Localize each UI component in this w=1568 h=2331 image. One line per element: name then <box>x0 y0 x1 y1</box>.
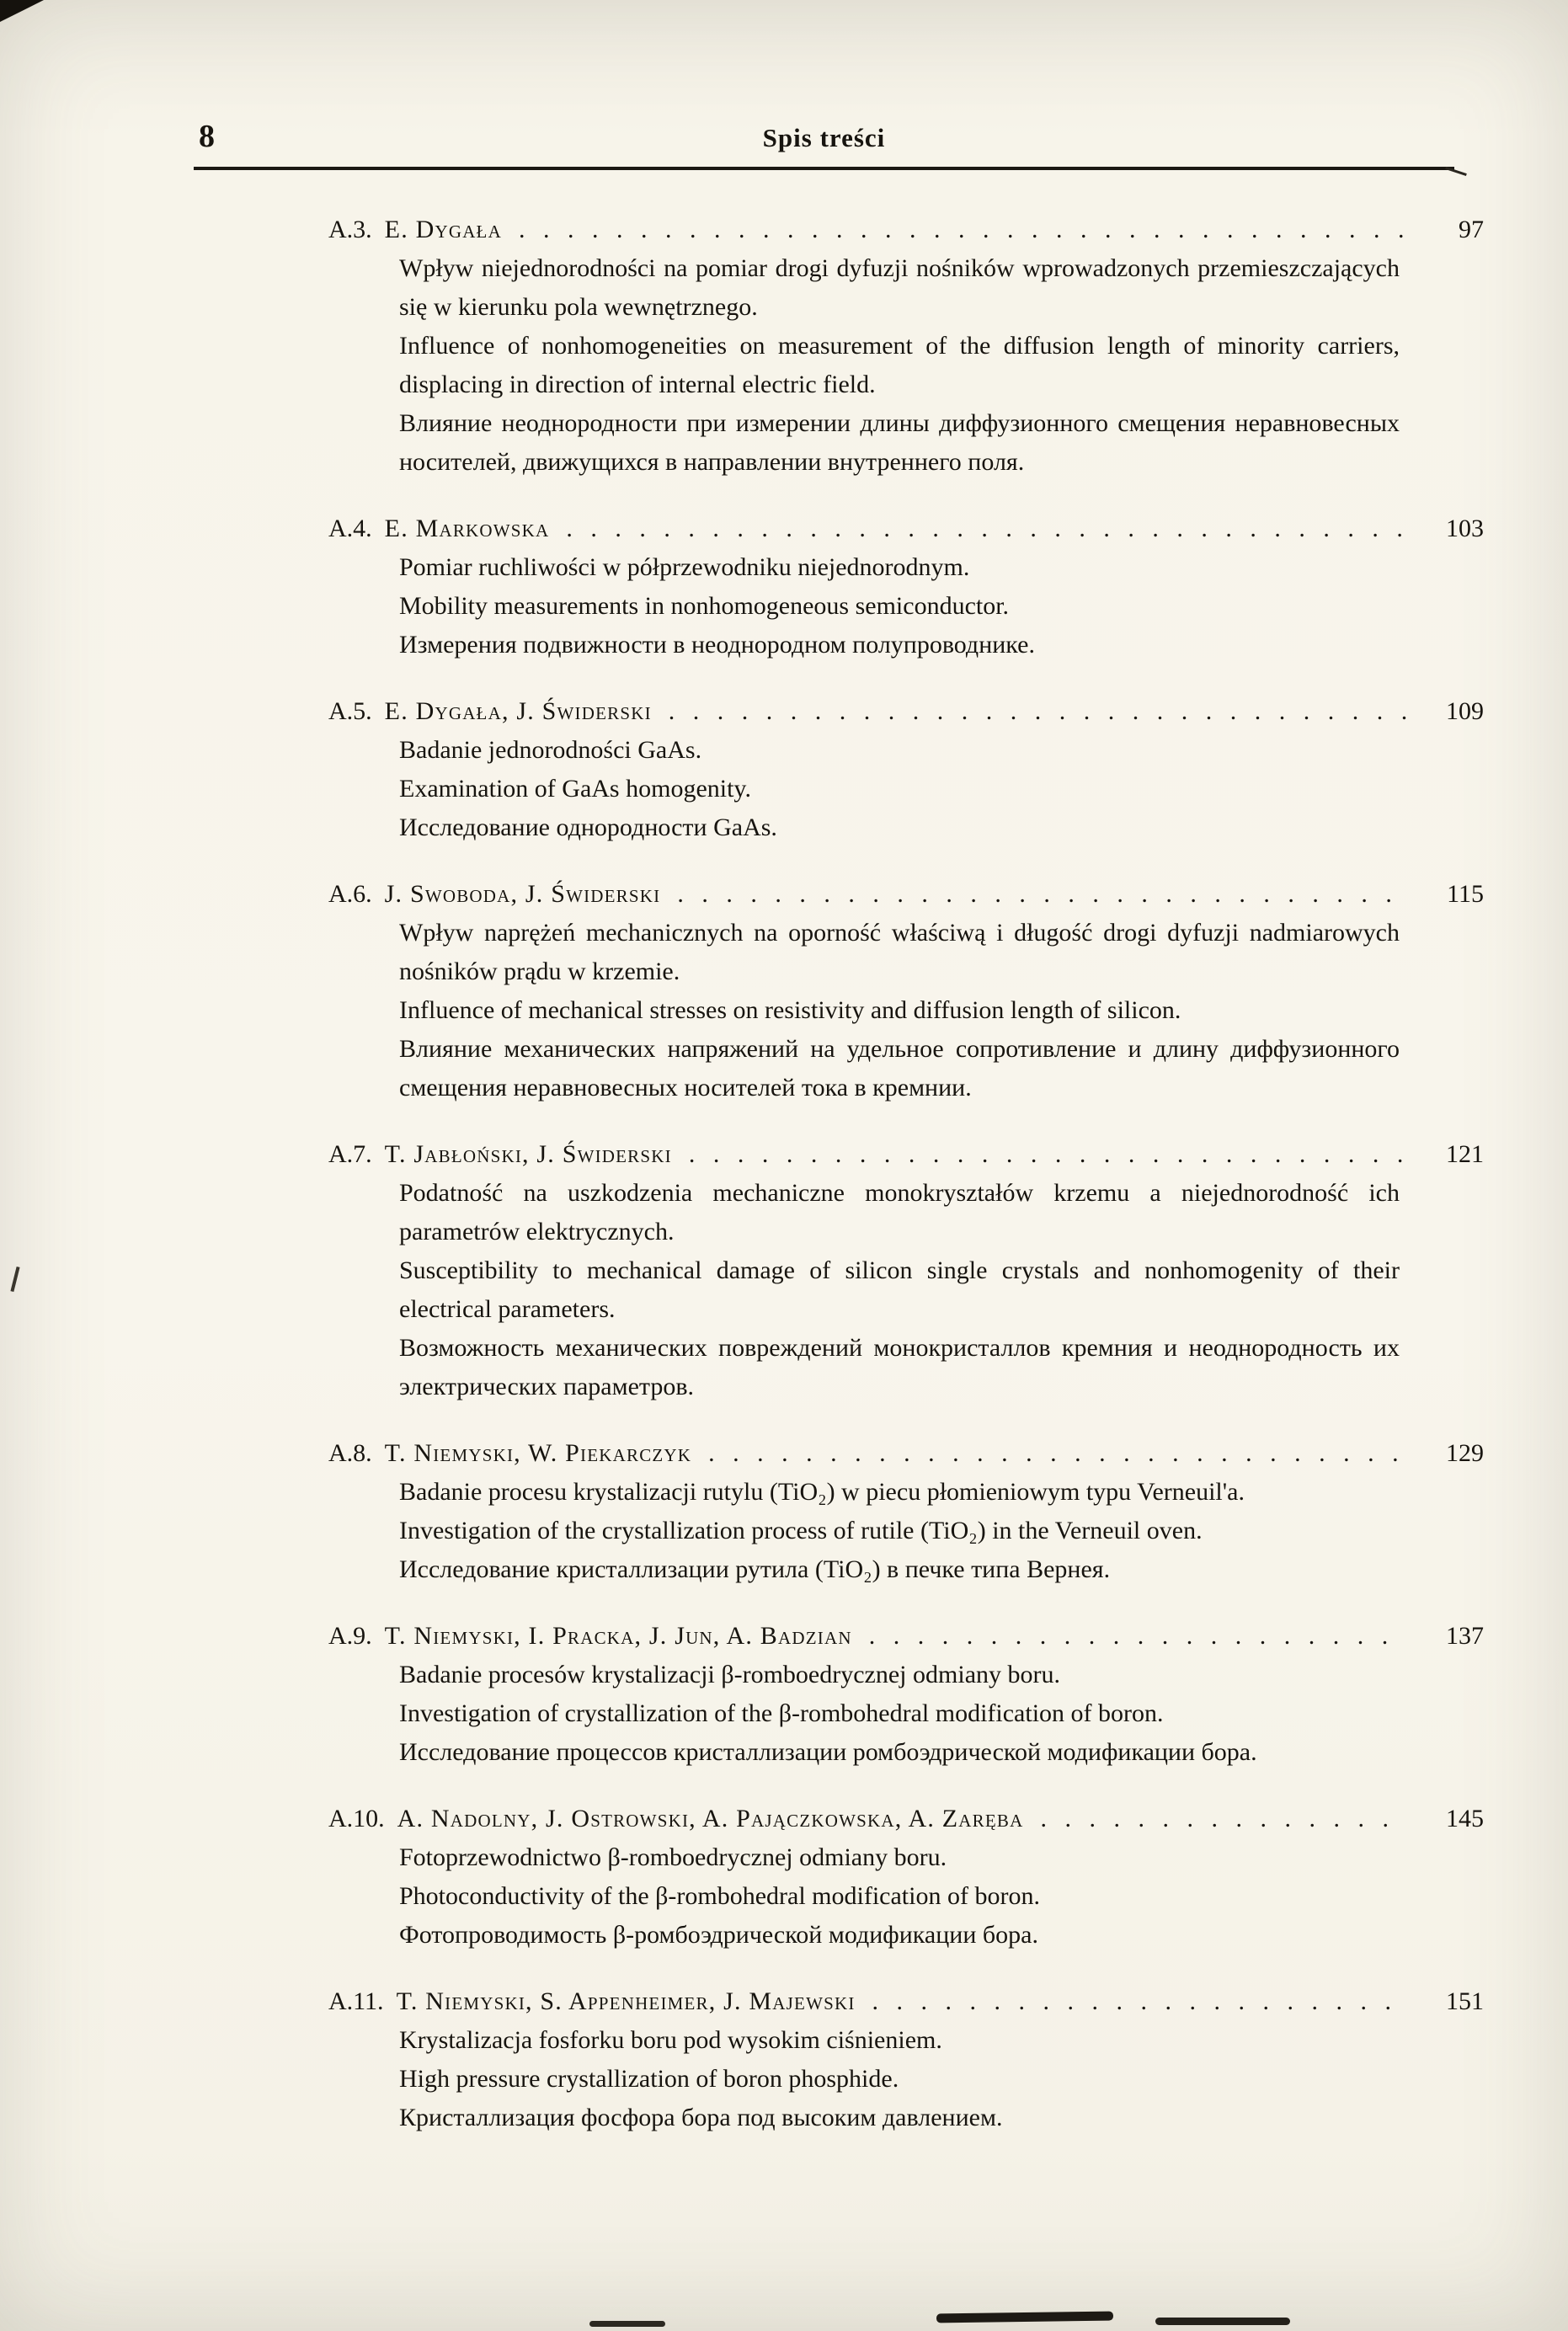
title-russian: Исследование процессов кристаллизации ромбоэдрической модификации бора. <box>399 1738 1257 1766</box>
toc-entry-heading <box>328 509 1484 548</box>
toc-entry <box>328 1434 1484 1589</box>
title-polish: Wpływ naprężeń mechanicznych na oporność właściwą i długość drogi dyfuzji nadmiarowych nośników prądu w krzemie. <box>399 919 1400 985</box>
entry-authors: T. Niemyski, S. Appenheimer, J. Majewski <box>396 1987 856 2015</box>
title-english: Investigation of the crystallization process of rutile (TiO₂) in the Verneuil oven. <box>399 1517 1203 1544</box>
toc-entry <box>328 1617 1484 1772</box>
toc-entry-heading <box>328 211 1484 249</box>
entry-page-number: 97 <box>1459 216 1484 243</box>
scan-artifact <box>936 2312 1113 2323</box>
title-polish: Podatność na uszkodzenia mechaniczne monokryształów krzemu a niejednorodność ich parametrów elektrycznych. <box>399 1179 1400 1246</box>
dot-leader <box>677 875 1406 914</box>
title-polish: Wpływ niejednorodności na pomiar drogi dyfuzji nośników wprowadzonych przemieszczających się w kierunku pola wewnętrznego. <box>399 254 1400 321</box>
toc-entry-heading <box>328 692 1484 731</box>
entry-page-number: 145 <box>1446 1805 1484 1832</box>
entry-number: A.3. <box>328 216 372 243</box>
scan-artifact <box>1155 2318 1290 2325</box>
scan-artifact <box>1445 167 1467 176</box>
entry-page-number: 151 <box>1446 1987 1484 2015</box>
entry-authors: A. Nadolny, J. Ostrowski, A. Pajączkowska, A. Zaręba <box>397 1805 1024 1832</box>
title-polish: Krystalizacja fosforku boru pod wysokim ciśnieniem. <box>399 2026 942 2054</box>
entry-number: A.5. <box>328 697 372 725</box>
title-russian: Исследование однородности GaAs. <box>399 813 777 841</box>
scan-artifact <box>589 2321 665 2327</box>
toc-entry <box>328 1135 1484 1406</box>
entry-page-number: 115 <box>1447 880 1484 908</box>
page-header-title: Spis treści <box>762 123 886 152</box>
title-english: Influence of nonhomogeneities on measurement of the diffusion length of minority carriers, displacing in direction of internal electric field. <box>399 332 1400 398</box>
title-english: High pressure crystallization of boron phosphide. <box>399 2065 899 2093</box>
entry-page-number: 121 <box>1446 1140 1484 1168</box>
title-russian: Измерения подвижности в неоднородном полупроводнике. <box>399 631 1035 659</box>
toc-entry-heading <box>328 1800 1484 1838</box>
entry-number: A.10. <box>328 1805 385 1832</box>
entry-page-number: 103 <box>1446 515 1484 542</box>
title-english: Investigation of crystallization of the β-rombohedral modification of boron. <box>399 1699 1164 1727</box>
title-russian: Фотопроводимость β-ромбоэдрической модификации бора. <box>399 1921 1038 1949</box>
toc-entry-heading <box>328 1982 1484 2021</box>
toc-entry <box>328 509 1484 664</box>
dot-leader <box>1040 1800 1406 1838</box>
title-russian: Исследование кристаллизации рутила (TiO₂) в печке типа Вернея. <box>399 1555 1111 1583</box>
entry-number: A.11. <box>328 1987 384 2015</box>
entry-number: A.6. <box>328 880 372 908</box>
toc-entry <box>328 1982 1484 2137</box>
page-number: 8 <box>199 119 215 154</box>
toc-entry <box>328 875 1484 1107</box>
entry-authors: T. Niemyski, W. Piekarczyk <box>384 1439 692 1467</box>
dot-leader <box>708 1434 1406 1473</box>
title-russian: Влияние неоднородности при измерении длины диффузионного смещения неравновесных носителей, движущихся в направлении внутреннего поля. <box>399 409 1400 476</box>
scan-artifact <box>0 0 44 22</box>
scan-artifact <box>10 1267 19 1292</box>
entry-authors: T. Jabłoński, J. Świderski <box>384 1140 672 1168</box>
table-of-contents <box>328 211 1484 2165</box>
dot-leader <box>669 692 1406 731</box>
toc-entry <box>328 692 1484 847</box>
dot-leader <box>519 211 1406 249</box>
toc-entry-heading <box>328 1135 1484 1174</box>
title-english: Photoconductivity of the β-rombohedral modification of boron. <box>399 1882 1040 1910</box>
entry-page-number: 109 <box>1446 697 1484 725</box>
dot-leader <box>872 1982 1406 2021</box>
title-english: Mobility measurements in nonhomogeneous semiconductor. <box>399 592 1010 620</box>
title-polish: Badanie procesów krystalizacji β-romboedrycznej odmiany boru. <box>399 1661 1060 1688</box>
header-rule <box>194 167 1454 170</box>
dot-leader <box>869 1617 1406 1656</box>
title-russian: Возможность механических повреждений монокристаллов кремния и неоднородность их электрических параметров. <box>399 1334 1400 1400</box>
entry-number: A.9. <box>328 1622 372 1650</box>
toc-entry-heading <box>328 1617 1484 1656</box>
entry-authors: E. Dygała, J. Świderski <box>384 697 652 725</box>
entry-number: A.4. <box>328 515 372 542</box>
title-polish: Fotoprzewodnictwo β-romboedrycznej odmiany boru. <box>399 1843 947 1871</box>
entry-authors: E. Markowska <box>384 515 550 542</box>
title-polish: Pomiar ruchliwości w półprzewodniku niejednorodnym. <box>399 553 970 581</box>
entry-page-number: 129 <box>1446 1439 1484 1467</box>
toc-entry <box>328 1800 1484 1955</box>
toc-entry-heading <box>328 1434 1484 1473</box>
title-russian: Кристаллизация фосфора бора под высоким давлением. <box>399 2104 1003 2131</box>
entry-authors: E. Dygała <box>384 216 502 243</box>
entry-authors: J. Swoboda, J. Świderski <box>384 880 661 908</box>
entry-number: A.7. <box>328 1140 372 1168</box>
entry-page-number: 137 <box>1446 1622 1484 1650</box>
entry-number: A.8. <box>328 1439 372 1467</box>
title-russian: Влияние механических напряжений на удельное сопротивление и длину диффузионного смещения неравновесных носителей тока в кремнии. <box>399 1035 1400 1101</box>
entry-authors: T. Niemyski, I. Pracka, J. Jun, A. Badzian <box>384 1622 852 1650</box>
title-english: Influence of mechanical stresses on resistivity and diffusion length of silicon. <box>399 996 1181 1024</box>
dot-leader <box>689 1135 1406 1174</box>
title-polish: Badanie procesu krystalizacji rutylu (TiO₂) w piecu płomieniowym typu Verneuil'a. <box>399 1478 1245 1506</box>
title-english: Susceptibility to mechanical damage of silicon single crystals and nonhomogenity of their electrical parameters. <box>399 1256 1400 1323</box>
title-english: Examination of GaAs homogenity. <box>399 775 751 803</box>
toc-entry <box>328 211 1484 482</box>
dot-leader <box>566 509 1406 548</box>
toc-entry-heading <box>328 875 1484 914</box>
title-polish: Badanie jednorodności GaAs. <box>399 736 702 764</box>
